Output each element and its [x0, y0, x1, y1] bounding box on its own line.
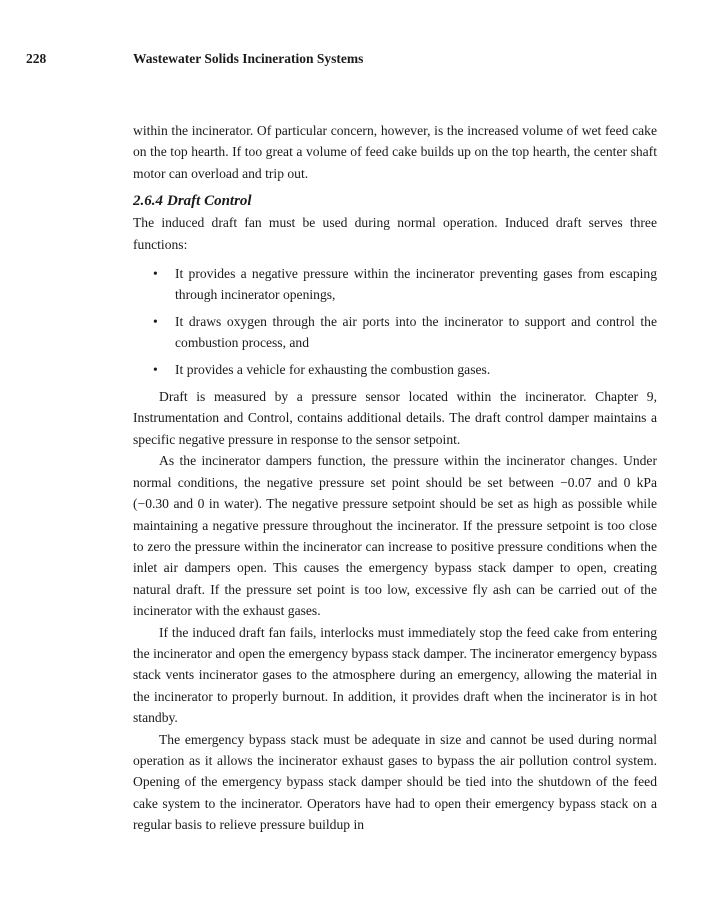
function-list: [133, 263, 657, 380]
page-number: 228: [26, 51, 47, 66]
bullet-icon: •: [153, 266, 158, 282]
paragraph-continued: within the incinerator. Of particular concern, however, is the increased volume of wet feed cake on the top hearth. If too great a volume of feed cake builds up on the top hearth, the center shaft motor can overload and trip out.: [133, 123, 657, 181]
paragraph: As the incinerator dampers function, the pressure within the incinerator changes. Under normal conditions, the negative pressure set point should be set between −0.07 and 0 kPa (−0.30 and 0 in water). The negative pressure setpoint should be set as high as possible while maintaining a negative pressure throughout the incinerator. If the pressure setpoint is too close to zero the pressure within the incinerator can increase to positive pressure conditions when the inlet air dampers open. This causes the emergency bypass stack damper to open, creating natural draft. If the pressure set point is too low, excessive fly ash can be carried out of the incinerator with the exhaust gases.: [133, 453, 657, 619]
book-title: Wastewater Solids Incineration Systems: [133, 51, 364, 66]
body-text: [133, 120, 657, 836]
list-item-text: It draws oxygen through the air ports into the incinerator to support and control the combustion process, and: [175, 313, 657, 351]
section-intro: The induced draft fan must be used during normal operation. Induced draft serves three functions:: [133, 215, 657, 252]
section-heading: [133, 190, 657, 212]
list-item: [133, 311, 657, 354]
bullet-icon: •: [153, 313, 158, 329]
list-item-text: It provides a vehicle for exhausting the combustion gases.: [175, 361, 491, 377]
list-item: [133, 263, 657, 306]
paragraph: Draft is measured by a pressure sensor located within the incinerator. Chapter 9, Instrumentation and Control, contains additional details. The draft control damper maintains a specific negative pressure in response to the sensor setpoint.: [133, 389, 657, 447]
paragraph: The emergency bypass stack must be adequate in size and cannot be used during normal operation as it allows the incinerator exhaust gases to bypass the air pollution control system. Opening of the emergency bypass stack damper should be tied into the shutdown of the feed cake system to the incinerator. Operators have had to open their emergency bypass stack on a regular basis to relieve pressure buildup in: [133, 731, 657, 833]
paragraph: If the induced draft fan fails, interlocks must immediately stop the feed cake from entering the incinerator and open the emergency bypass stack damper. The incinerator emergency bypass stack vents incinerator gases to the atmosphere during an emergency, allowing the material in the incinerator to properly burnout. In addition, it provides draft when the incinerator is in hot standby.: [133, 624, 657, 726]
list-item-text: It provides a negative pressure within the incinerator preventing gases from escaping through incinerator openings,: [175, 266, 657, 303]
section-title: Draft Control: [167, 193, 252, 210]
bullet-icon: •: [153, 361, 158, 377]
section-number: 2.6.4: [133, 193, 163, 210]
list-item: [133, 359, 657, 380]
